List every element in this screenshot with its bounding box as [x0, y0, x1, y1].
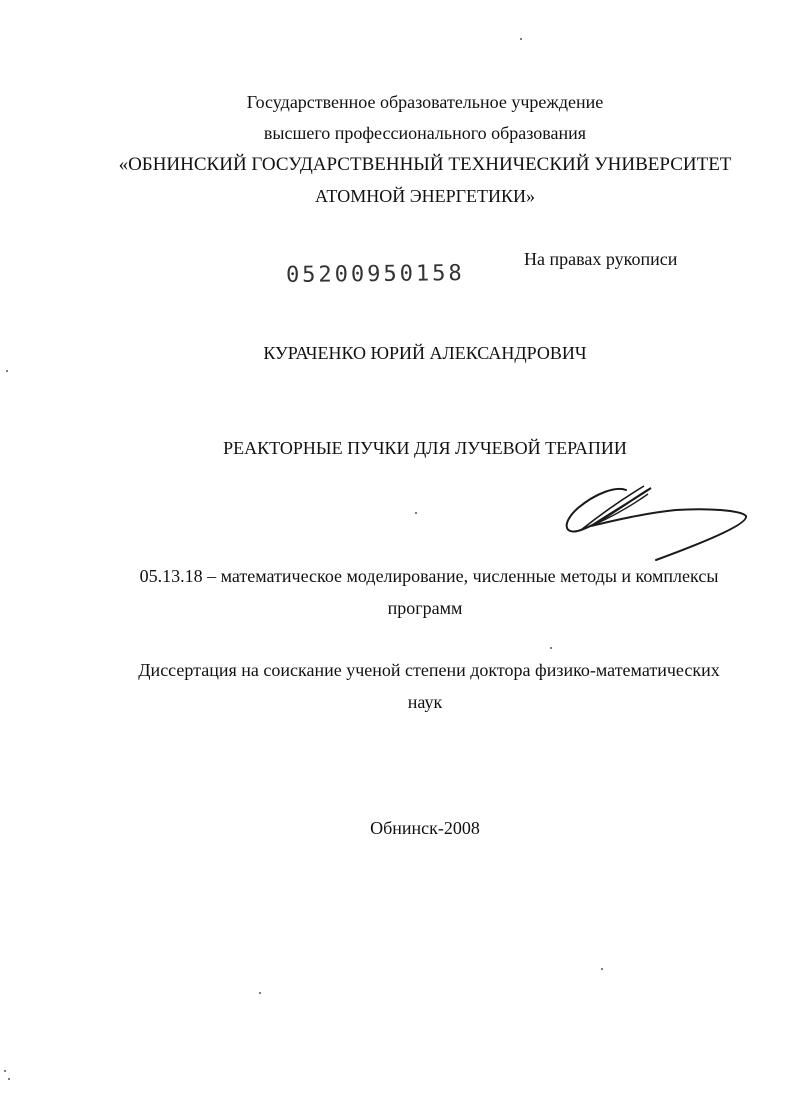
scan-speck	[550, 647, 552, 649]
institution-line-1: Государственное образовательное учреждение	[246, 92, 604, 112]
scan-speck	[415, 512, 417, 514]
specialty-line-1: 05.13.18 – математическое моделирование, численные методы и комплексы	[139, 566, 719, 586]
scan-speck	[6, 370, 8, 372]
author-name: КУРАЧЕНКО ЮРИЙ АЛЕКСАНДРОВИЧ	[263, 343, 587, 363]
scan-speck	[4, 1070, 6, 1072]
institution-line-2: высшего профессионального образования	[263, 123, 587, 143]
signature-icon	[556, 468, 756, 568]
scan-speck	[520, 38, 522, 40]
dissertation-line-2: наук	[407, 692, 443, 712]
registration-number-stamp: 05200950158	[285, 261, 465, 288]
dissertation-line-1: Диссертация на соискание ученой степени доктора физико-математических	[138, 660, 720, 680]
manuscript-note: На правах рукописи	[524, 249, 678, 269]
dissertation-title: РЕАКТОРНЫЕ ПУЧКИ ДЛЯ ЛУЧЕВОЙ ТЕРАПИИ	[223, 438, 627, 458]
city-year: Обнинск-2008	[370, 818, 480, 838]
specialty-line-2: программ	[387, 598, 463, 618]
institution-line-4: АТОМНОЙ ЭНЕРГЕТИКИ»	[315, 186, 535, 206]
scan-speck	[259, 992, 261, 994]
scan-speck	[8, 1078, 10, 1080]
institution-line-3: «ОБНИНСКИЙ ГОСУДАРСТВЕННЫЙ ТЕХНИЧЕСКИЙ УНИВЕРСИТЕТ	[118, 154, 732, 175]
scan-speck	[601, 968, 603, 970]
